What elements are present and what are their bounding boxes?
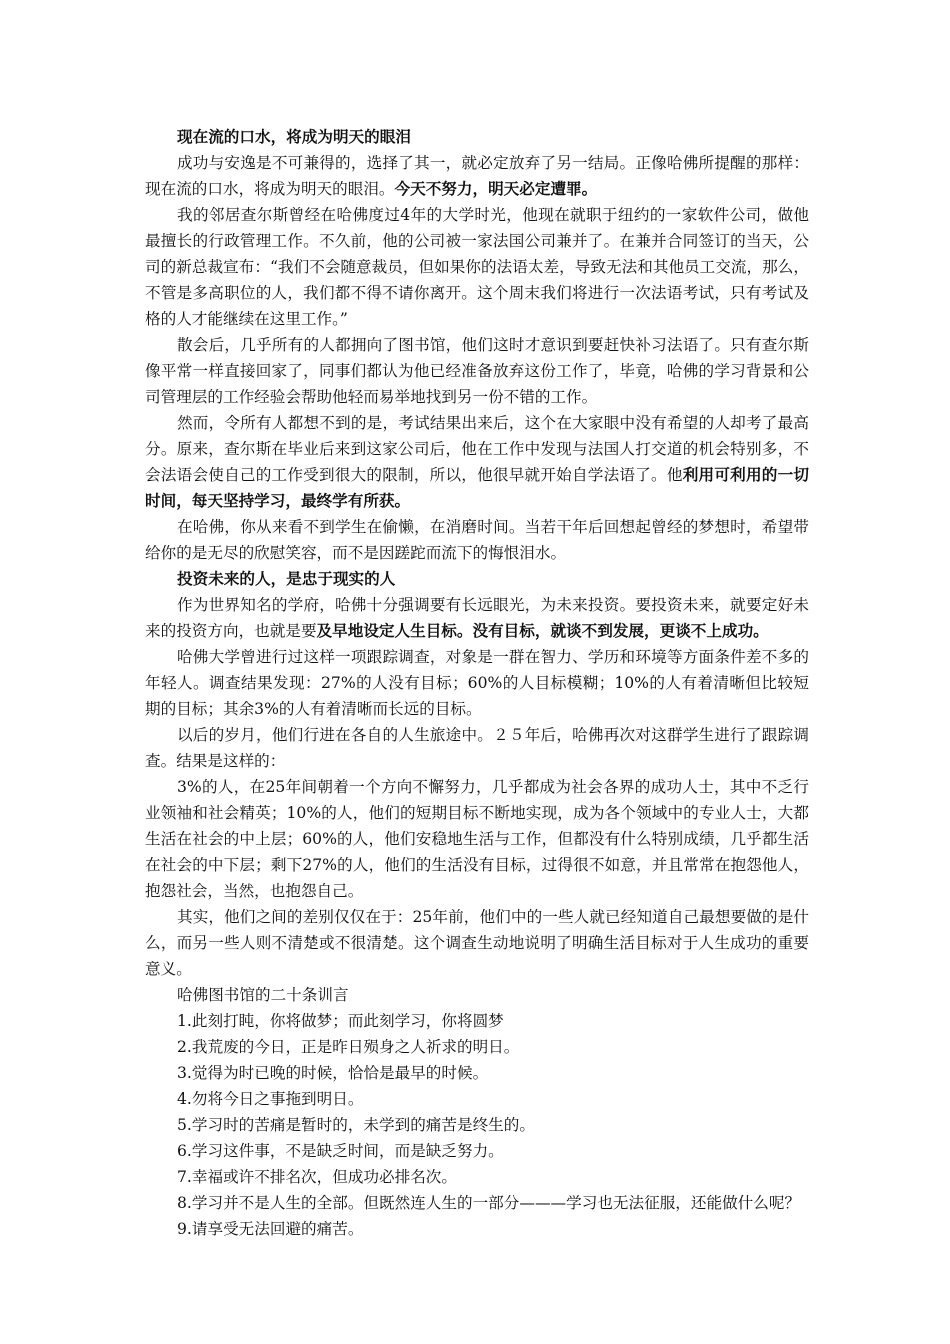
paragraph-text: 成功与安逸是不可兼得的，选择了其一，就必定放弃了另一结局。正像哈佛所提醒的那样：现在流的口水，将成为明天的眼泪。 <box>145 154 809 198</box>
bold-text: 利用可利用的一切时间，每天坚持学习，最终学有所获。 <box>145 465 809 510</box>
paragraph-text: 作为世界知名的学府，哈佛十分强调要有长远眼光，为未来投资。要投资未来，就要定好未来的投资方向，也就是要 <box>145 596 809 640</box>
bold-text: 及早地设定人生目标。没有目标，就谈不到发展，更谈不上成功。 <box>316 621 769 640</box>
list-item: 6.学习这件事，不是缺乏时间，而是缺乏努力。 <box>177 1142 504 1160</box>
paragraph: 3%的人，在25年间朝着一个方向不懈努力，几乎都成为社会各界的成功人士，其中不乏行业领袖和社会精英；10%的人，他们的短期目标不断地实现，成为各个领域中的专业人士，大都生活在社会的中上层；60%的人，他们安稳地生活与工作，但都没有什么特别成绩，几乎都生活在社会的中下层；剩下27%的人，他们的生活没有目标，过得很不如意，并且常常在抱怨他人，抱怨社会，当然，也抱怨自己。 <box>145 778 809 900</box>
paragraph <box>145 410 809 514</box>
list-item: 8.学习并不是人生的全部。但既然连人生的一部分———学习也无法征服，还能做什么呢？ <box>177 1194 801 1212</box>
list-item: 1.此刻打盹，你将做梦；而此刻学习，你将圆梦 <box>177 1012 504 1030</box>
list-item: 7.幸福或许不排名次，但成功必排名次。 <box>177 1168 457 1186</box>
bold-text: 今天不努力，明天必定遭罪。 <box>394 179 598 198</box>
list-item: 3.觉得为时已晚的时候，恰恰是最早的时候。 <box>177 1064 489 1082</box>
paragraph: 散会后，几乎所有的人都拥向了图书馆，他们这时才意识到要赶快补习法语了。只有查尔斯像平常一样直接回家了，同事们都认为他已经准备放弃这份工作了，毕竟，哈佛的学习背景和公司管理层的工作经验会帮助他轻而易举地找到另一份不错的工作。 <box>145 336 809 406</box>
list-item: 9.请享受无法回避的痛苦。 <box>177 1220 364 1238</box>
paragraph: 以后的岁月，他们行进在各自的人生旅途中。２５年后，哈佛再次对这群学生进行了跟踪调查。结果是这样的： <box>145 726 809 770</box>
list-item: 5.学习时的苦痛是暂时的，未学到的痛苦是终生的。 <box>177 1116 535 1134</box>
section-heading-2: 投资未来的人，是忠于现实的人 <box>177 569 396 588</box>
list-item: 4.勿将今日之事拖到明日。 <box>177 1090 364 1108</box>
paragraph-text: 然而，令所有人都想不到的是，考试结果出来后，这个在大家眼中没有希望的人却考了最高分。原来，查尔斯在毕业后来到这家公司后，他在工作中发现与法国人打交道的机会特别多，不会法语会使自己的工作受到很大的限制，所以，他很早就开始自学法语了。他 <box>145 414 809 484</box>
list-item: 2.我荒废的今日，正是昨日殒身之人祈求的明日。 <box>177 1038 520 1056</box>
paragraph: 我的邻居查尔斯曾经在哈佛度过4年的大学时光，他现在就职于纽约的一家软件公司，做他最擅长的行政管理工作。不久前，他的公司被一家法国公司兼并了。在兼并合同签订的当天，公司的新总裁宣布：“我们不会随意裁员，但如果你的法语太差，导致无法和其他员工交流，那么，不管是多高职位的人，我们都不得不请你离开。这个周末我们将进行一次法语考试，只有考试及格的人才能继续在这里工作。” <box>145 206 809 328</box>
section-heading-1: 现在流的口水，将成为明天的眼泪 <box>177 127 411 146</box>
section-heading-3: 哈佛图书馆的二十条训言 <box>177 986 349 1004</box>
paragraph <box>145 592 809 644</box>
paragraph: 其实，他们之间的差别仅仅在于：25年前，他们中的一些人就已经知道自己最想要做的是什么，而另一些人则不清楚或不很清楚。这个调查生动地说明了明确生活目标对于人生成功的重要意义。 <box>145 908 809 978</box>
document-page <box>145 124 809 1242</box>
paragraph: 哈佛大学曾进行过这样一项跟踪调查，对象是一群在智力、学历和环境等方面条件差不多的年轻人。调查结果发现：27%的人没有目标；60%的人目标模糊；10%的人有着清晰但比较短期的目标；其余3%的人有着清晰而长远的目标。 <box>145 648 809 718</box>
paragraph: 在哈佛，你从来看不到学生在偷懒，在消磨时间。当若干年后回想起曾经的梦想时，希望带给你的是无尽的欣慰笑容，而不是因蹉跎而流下的悔恨泪水。 <box>145 518 809 562</box>
paragraph <box>145 150 809 202</box>
